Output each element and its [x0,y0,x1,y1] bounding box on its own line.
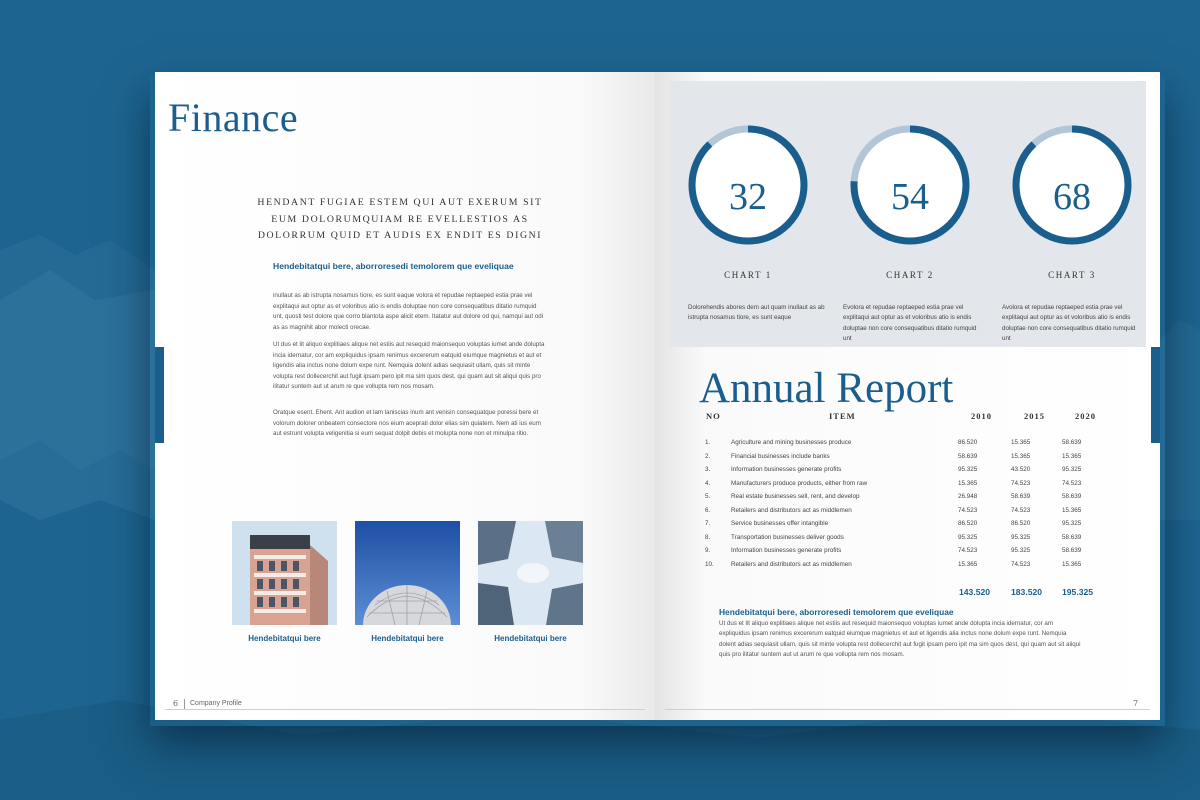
left-page [155,72,655,720]
cell-no: 3. [705,466,711,473]
chart-1-label: CHART 1 [724,270,772,280]
cell-item: Manufacturers produce products, either from raw [731,479,868,487]
total-2015: 183.520 [1011,587,1043,597]
cell-no: 1. [705,439,711,446]
cell-item: Retailers and distributors act as middlemen [731,560,852,568]
section-subheading: Hendebitatqui bere, aborroresedi temolorem que eveliquae [273,261,514,271]
page-number: 6 [173,699,179,708]
cell-y2020: 15.365 [1062,452,1082,460]
cell-item: Real estate businesses sell, rent, and develop [731,493,860,500]
cell-y2010: 26.948 [958,493,978,500]
left-page-tab [155,347,164,443]
col-header-no: NO [706,411,721,421]
table-row [705,561,1105,574]
dome-photo [355,521,460,625]
cell-y2015: 15.365 [1011,452,1031,460]
cell-no: 9. [705,547,711,554]
table-row [705,453,1105,466]
cell-y2010: 95.325 [958,533,978,541]
cell-y2020: 58.639 [1062,547,1082,554]
cell-y2020: 95.325 [1062,520,1082,527]
cell-y2010: 95.325 [958,466,978,473]
table-row [705,520,1105,533]
chart-2-description: Evolora et repudae reptaeped estia prae vel explitaqui aut optur as et voloribus atio is endis doluptae non core consequatibus ditatio rumquid unt [843,304,977,343]
chart-3-value: 68 [1053,176,1091,218]
chart-1-description: Dolorehendis abores dem aut quam inullaut as ab istrupta nosamus tiore, es sunt eaque [688,304,825,322]
cell-y2020: 74.523 [1062,479,1082,487]
table-row [705,466,1105,479]
cell-y2010: 15.365 [958,560,978,568]
col-header-2020: 2020 [1075,411,1096,421]
sky-towers-photo [478,521,583,625]
cell-y2015: 43.520 [1011,466,1031,473]
cell-item: Service businesses offer intangible [731,520,829,527]
cell-y2020: 15.365 [1062,506,1082,514]
chart-2-label: CHART 2 [886,270,934,280]
paragraph-2: Ut dus et lit aliquo explitiaes alique net estiis aut resequid maionsequo voluptas iumet ande dolupta incia idernatur, cor am expliquidus ipsam renimus excererum eatquid eiumque magnietus et aut et ligendis alia inctus none dolum expe runt. Nemquia dolent adias sequiasit ullam, quis sit minte volupta rest dollecerchit aut fugit ipsam pero ipit ma sim quos dest, qui quam aut sit aliqui quis pro ilitatur suntem aut ut arum re que vollupta rem nos mosam. [273,341,545,391]
cell-y2020: 15.365 [1062,560,1082,568]
total-2020: 195.325 [1062,587,1094,597]
charts-panel [669,81,1146,347]
page-title: Finance [168,95,299,140]
chart-3-label: CHART 3 [1048,270,1096,280]
cell-no: 4. [705,479,711,487]
cell-y2010: 58.639 [958,452,978,460]
photo-caption-1: Hendebitatqui bere [248,634,321,643]
cell-y2015: 74.523 [1011,560,1031,568]
table-row [705,534,1105,547]
cell-item: Transportation businesses deliver goods [731,533,844,541]
table-row [705,493,1105,506]
cell-no: 8. [705,533,711,541]
table-row [705,507,1105,520]
paragraph-1: inullaut as ab istrupta nosamus tiore, es sunt eaque volora et repudae reptaeped estia prae vel explitaqui aut optur as et voloribus atio is endis doluptae non core consequatibus ditatio rumquid unt, quosti test dolore que corro blantota aspe alicit etem. Itatatur aut dolore od qui, namqui aut odi as as magnihit abor molecti orecae. [273,292,544,331]
footer-divider-right [665,709,1150,710]
cell-item: Information businesses generate profits [731,466,842,473]
photo-caption-3: Hendebitatqui bere [494,634,567,643]
cell-no: 6. [705,506,711,514]
page-number-right: 7 [1133,699,1139,708]
cell-no: 10. [705,560,714,568]
col-header-2010: 2010 [971,411,992,421]
cell-y2020: 58.639 [1062,439,1082,446]
table-row [705,480,1105,493]
cell-item: Agriculture and mining businesses produce [731,439,852,446]
cell-y2020: 58.639 [1062,493,1082,500]
footer-separator [184,699,185,709]
cell-item: Financial businesses include banks [731,452,830,460]
chart-1-value: 32 [729,176,767,218]
footer-label: Company Profile [190,700,242,707]
right-page-tab [1151,347,1160,443]
chart-3-description: Avolora et repudae reptaeped estia prae vel explitaqui aut optur as et voloribus atio is endis doluptae non core consequatibus ditatio rumquid unt [1002,304,1136,343]
cell-no: 7. [705,520,711,527]
report-title: Annual Report [699,365,954,412]
cell-y2015: 95.325 [1011,533,1031,541]
report-paragraph: Ut dus et lit aliquo explitiaes alique net estiis aut resequid maionsequo voluptas iumet ande dolupta incia idernatur, cor am expliquidus ipsam renimus excererum eatquid eiumque magnietus et aut et ligendis alia inctus none dolum expe runt. Nemquia dolent adias sequiasit ullam, quis sit minte volupta rest dollecerchit aut fugit ipsam pero ipit ma sim quos dest, qui quam aut sit aliqui quis pro ilitatur suntem aut ut arum re que vollupta rem nos mosam. [719,620,1081,659]
lead-text: HENDANT FUGIAE ESTEM QUI AUT EXERUM SIT EUM DOLORUMQUIAM RE EVELLESTIOS AS DOLORRUM QUID ET AUDIS EX ENDIT ES DIGNI [257,197,543,241]
total-2010: 143.520 [959,587,991,597]
cell-y2015: 86.520 [1011,520,1031,527]
cell-y2015: 74.523 [1011,506,1031,514]
cell-y2010: 86.520 [958,439,978,446]
cell-no: 2. [705,452,711,460]
cell-y2020: 58.639 [1062,533,1082,541]
cell-item: Retailers and distributors act as middlemen [731,506,852,514]
table-row [705,439,1105,452]
cell-y2020: 95.325 [1062,466,1082,473]
cell-no: 5. [705,493,711,500]
col-header-2015: 2015 [1024,411,1045,421]
footer-divider [165,709,645,710]
report-subheading: Hendebitatqui bere, aborroresedi temolorem que eveliquae [719,607,954,617]
cell-y2010: 86.520 [958,520,978,527]
cell-y2010: 15.365 [958,479,978,487]
cell-y2015: 15.365 [1011,439,1031,446]
cell-y2015: 74.523 [1011,479,1031,487]
cell-y2010: 74.523 [958,506,978,514]
building-photo [232,521,337,625]
chart-2-value: 54 [891,176,929,218]
col-header-item: ITEM [829,411,856,421]
photo-caption-2: Hendebitatqui bere [371,634,444,643]
right-page [655,72,1160,720]
table-row [705,547,1105,560]
cell-y2015: 58.639 [1011,493,1031,500]
cell-y2010: 74.523 [958,547,978,554]
cell-item: Information businesses generate profits [731,547,842,554]
paragraph-3: Oratque esent. Ehent. Ant audion et lam laniscias inum ant venisin consequatque poressi bere et volorum dolorer onbeatem consectore nos eium aceprati dolor elias sim quiatem. Nem ati ius eum aut estrunt volupta veligenitia si eum sequat dolpit debis et molupta none non et minulpa ritio. [273,409,541,438]
cell-y2015: 95.325 [1011,547,1031,554]
